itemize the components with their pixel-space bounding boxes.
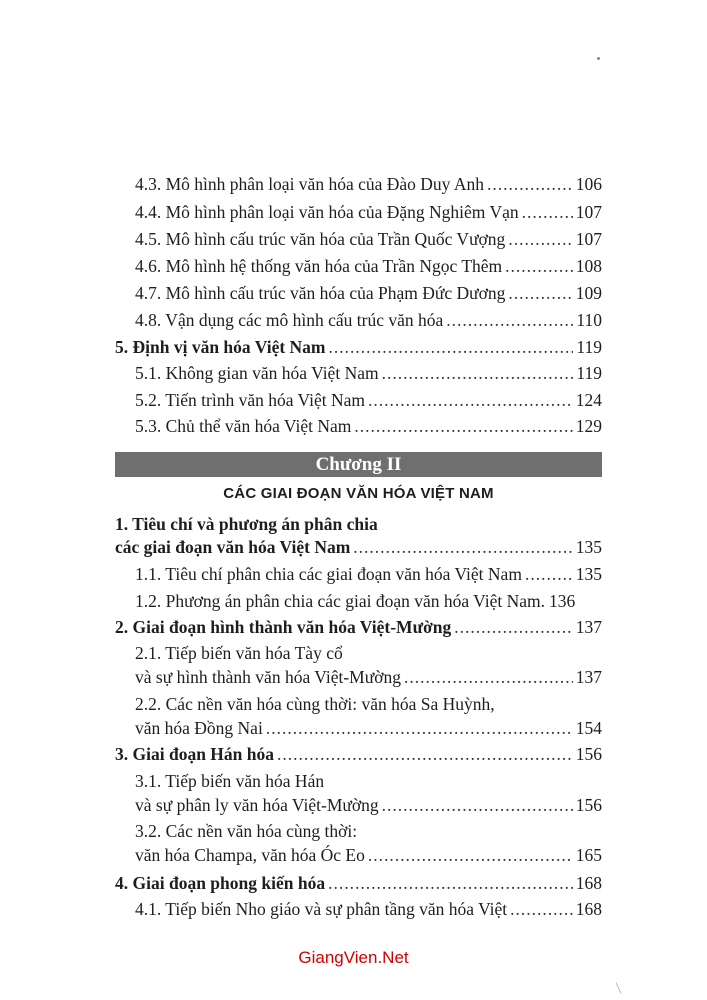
leader-dots bbox=[508, 282, 572, 304]
toc-entry-label: 1.2. Phương án phân chia các giai đoạn văn hóa Việt Nam. bbox=[135, 591, 546, 611]
toc-entry-3-2 bbox=[135, 844, 602, 866]
toc-entry-5-3 bbox=[135, 415, 602, 437]
toc-entry-2-2 bbox=[135, 717, 602, 739]
toc-entry-page: 137 bbox=[575, 617, 602, 637]
toc-entry-label: văn hóa Champa, văn hóa Óc Eo bbox=[135, 845, 365, 865]
chapter-title: CÁC GIAI ĐOẠN VĂN HÓA VIỆT NAM bbox=[223, 485, 494, 502]
leader-dots bbox=[382, 794, 573, 816]
leader-dots bbox=[328, 872, 573, 894]
toc-entry-label: 5.3. Chủ thể văn hóa Việt Nam bbox=[135, 416, 352, 436]
toc-entry-1-2 bbox=[135, 590, 602, 612]
toc-entry-page: 168 bbox=[575, 873, 602, 893]
toc-entry-page: 168 bbox=[575, 899, 602, 919]
toc-entry-page: 109 bbox=[575, 283, 602, 303]
leader-dots bbox=[354, 415, 572, 437]
leader-dots bbox=[505, 255, 573, 277]
toc-entry-label: 5.2. Tiến trình văn hóa Việt Nam bbox=[135, 390, 366, 410]
leader-dots bbox=[277, 743, 573, 765]
toc-entry-4-5 bbox=[135, 228, 602, 250]
scan-speck bbox=[597, 57, 600, 60]
toc-entry-page: 154 bbox=[575, 718, 602, 738]
toc-entry-page: 119 bbox=[576, 337, 602, 357]
toc-entry-page: 129 bbox=[575, 416, 602, 436]
chapter-heading-bar bbox=[115, 452, 602, 477]
toc-entry-label: 4.7. Mô hình cấu trúc văn hóa của Phạm Đức Dương bbox=[135, 283, 506, 303]
toc-entry-label: 5. Định vị văn hóa Việt Nam bbox=[115, 337, 326, 357]
toc-entry-page: 108 bbox=[575, 256, 602, 276]
toc-entry-3-1 bbox=[135, 794, 602, 816]
leader-dots bbox=[487, 173, 573, 195]
toc-entry-page: 135 bbox=[575, 564, 602, 584]
toc-entry-3-1-line1: 3.1. Tiếp biến văn hóa Hán bbox=[135, 771, 325, 791]
toc-entry-2-1 bbox=[135, 666, 602, 688]
toc-entry-page: 107 bbox=[575, 229, 602, 249]
toc-entry-4-6 bbox=[135, 255, 602, 277]
toc-entry-4 bbox=[115, 872, 602, 894]
toc-entry-page: 124 bbox=[575, 390, 602, 410]
toc-entry-3-2-line1: 3.2. Các nền văn hóa cùng thời: bbox=[135, 821, 358, 841]
leader-dots bbox=[522, 201, 573, 223]
toc-entry-2-2-line1: 2.2. Các nền văn hóa cùng thời: văn hóa Sa Huỳnh, bbox=[135, 694, 495, 714]
toc-entry-label: 3. Giai đoạn Hán hóa bbox=[115, 744, 275, 764]
toc-entry-label: và sự hình thành văn hóa Việt-Mường bbox=[135, 667, 401, 687]
toc-entry-label: 4.8. Vận dụng các mô hình cấu trúc văn hóa bbox=[135, 310, 444, 330]
toc-entry-5-2 bbox=[135, 389, 602, 411]
toc-entry-2 bbox=[115, 616, 602, 638]
toc-entry-page: 137 bbox=[575, 667, 602, 687]
toc-entry-label: 5.1. Không gian văn hóa Việt Nam bbox=[135, 363, 379, 383]
leader-dots bbox=[368, 844, 573, 866]
leader-dots bbox=[454, 616, 572, 638]
leader-dots bbox=[525, 563, 573, 585]
toc-entry-label: 4.5. Mô hình cấu trúc văn hóa của Trần Quốc Vượng bbox=[135, 229, 506, 249]
toc-entry-label: 4.4. Mô hình phân loại văn hóa của Đặng Nghiêm Vạn bbox=[135, 202, 519, 222]
toc-entry-page: 165 bbox=[575, 845, 602, 865]
toc-entry-label: các giai đoạn văn hóa Việt Nam bbox=[115, 537, 351, 557]
leader-dots bbox=[510, 898, 573, 920]
toc-entry-page: 156 bbox=[575, 744, 602, 764]
toc-entry-label: 4.3. Mô hình phân loại văn hóa của Đào Duy Anh bbox=[135, 174, 484, 194]
leader-dots bbox=[508, 228, 572, 250]
toc-entry-page: 156 bbox=[575, 795, 602, 815]
toc-entry-1-1 bbox=[135, 563, 602, 585]
toc-entry-page: 136 bbox=[549, 591, 576, 611]
chapter-heading: Chương II bbox=[315, 453, 402, 475]
leader-dots bbox=[329, 336, 574, 358]
toc-entry-4-8 bbox=[135, 309, 602, 331]
toc-entry-5 bbox=[115, 336, 602, 358]
toc-entry-1 bbox=[115, 536, 602, 558]
toc-entry-page: 135 bbox=[575, 537, 602, 557]
leader-dots bbox=[266, 717, 573, 739]
toc-entry-4-1 bbox=[135, 898, 602, 920]
toc-entry-5-1 bbox=[135, 362, 602, 384]
leader-dots bbox=[404, 666, 573, 688]
toc-entry-page: 106 bbox=[575, 174, 602, 194]
leader-dots bbox=[353, 536, 572, 558]
toc-entry-label: văn hóa Đồng Nai bbox=[135, 718, 263, 738]
toc-entry-4-7 bbox=[135, 282, 602, 304]
toc-entry-page: 119 bbox=[576, 363, 602, 383]
toc-entry-label: 4.6. Mô hình hệ thống văn hóa của Trần Ngọc Thêm bbox=[135, 256, 503, 276]
toc-entry-4-3 bbox=[135, 173, 602, 195]
toc-entry-page: 107 bbox=[575, 202, 602, 222]
toc-entry-2-1-line1: 2.1. Tiếp biến văn hóa Tày cổ bbox=[135, 643, 343, 663]
toc-entry-3 bbox=[115, 743, 602, 765]
leader-dots bbox=[368, 389, 573, 411]
scan-speck bbox=[616, 982, 622, 993]
leader-dots bbox=[446, 309, 573, 331]
toc-entry-4-4 bbox=[135, 201, 602, 223]
toc-entry-label: 2. Giai đoạn hình thành văn hóa Việt-Mường bbox=[115, 617, 452, 637]
watermark: GiangVien.Net bbox=[298, 948, 409, 967]
toc-entry-label: 4. Giai đoạn phong kiến hóa bbox=[115, 873, 326, 893]
toc-entry-page: 110 bbox=[576, 310, 602, 330]
toc-entry-label: 1.1. Tiêu chí phân chia các giai đoạn văn hóa Việt Nam bbox=[135, 564, 522, 584]
toc-entry-1-line1: 1. Tiêu chí và phương án phân chia bbox=[115, 514, 378, 534]
toc-entry-label: 4.1. Tiếp biến Nho giáo và sự phân tầng văn hóa Việt bbox=[135, 899, 508, 919]
toc-entry-label: và sự phân ly văn hóa Việt-Mường bbox=[135, 795, 379, 815]
leader-dots bbox=[382, 362, 574, 384]
